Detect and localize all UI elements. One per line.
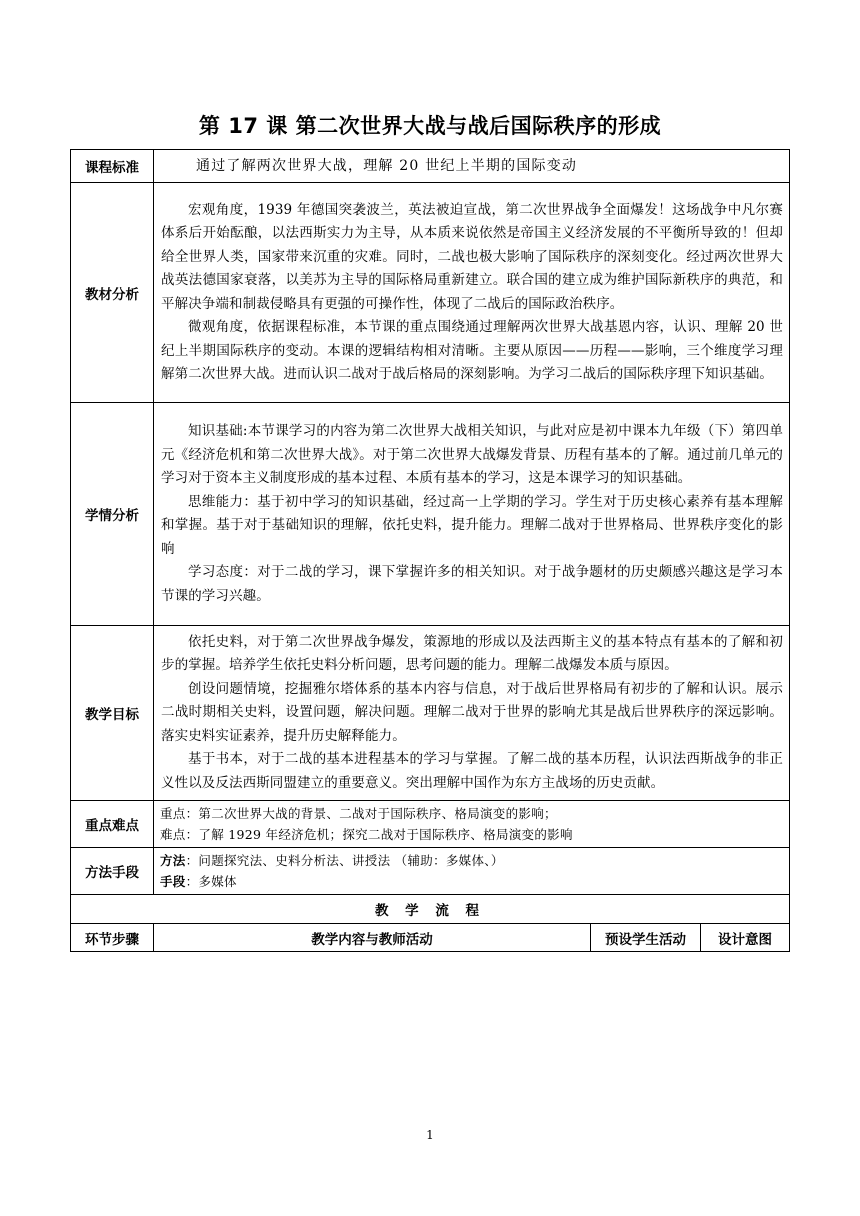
- means-label: 手段: [160, 874, 186, 889]
- material-paragraph: 微观角度，依据课程标准，本节课的重点围绕通过理解两次世界大战基恩内容，认识、理解 20 世纪上半期国际秩序的变动。本课的逻辑结构相对清晰。主要从原因——历程——影响，三个维度学习理解第二次世界大战。进而认识二战对于战后格局的深刻影响。为学习二战后的国际秩序理下知识基础。: [161, 319, 783, 382]
- header-content: 教学内容与教师活动: [154, 924, 591, 952]
- goals-paragraph: 基于书本，对于二战的基本进程基本的学习与掌握。了解二战的基本历程，认识法西斯战争的非正义性以及反法西斯同盟建立的重要意义。突出理解中国作为东方主战场的历史贡献。: [161, 751, 783, 791]
- label-material: 教材分析: [71, 183, 154, 403]
- method-text: ：问题探究法、史料分析法、讲授法 （辅助：多媒体、）: [185, 853, 504, 868]
- flow-heading: 教 学 流 程: [71, 895, 790, 924]
- label-goals: 教学目标: [71, 626, 154, 801]
- means-line: [160, 871, 783, 892]
- method-label: 方法: [160, 853, 186, 868]
- row-standard: [71, 150, 790, 183]
- students-paragraph: 思维能力：基于初中学习的知识基础，经过高一上学期的学习。学生对于历史核心素养有基本理解和掌握。基于对于基础知识的理解，依托史料，提升能力。理解二战对于世界格局、世界秩序变化的影响: [161, 493, 783, 557]
- students-paragraph: 知识基础:本节课学习的内容为第二次世界大战相关知识，与此对应是初中课本九年级（下）第四单元《经济危机和第二次世界大战》。对于第二次世界大战爆发背景、历程有基本的了解。通过前几单元的学习对于资本主义制度形成的基本过程、本质有基本的学习，这是本课学习的知识基础。: [161, 423, 783, 486]
- students-paragraph: 学习态度：对于二战的学习，课下掌握许多的相关知识。对于战争题材的历史颇感兴趣这是学习本节课的学习兴趣。: [161, 564, 783, 604]
- lesson-plan-table: [70, 149, 790, 952]
- students-content: [154, 403, 790, 626]
- row-column-headers: [71, 924, 790, 952]
- means-text: ：多媒体: [185, 874, 237, 889]
- label-methods: 方法手段: [71, 848, 154, 895]
- difficulty-line: 难点：了解 1929 年经济危机；探究二战对于国际秩序、格局演变的影响: [160, 827, 573, 842]
- page-title: 第 17 课 第二次世界大战与战后国际秩序的形成: [198, 114, 662, 138]
- label-standard: 课程标准: [71, 150, 154, 183]
- material-content: [154, 183, 790, 403]
- goals-content: [154, 626, 790, 801]
- label-keypoints: 重点难点: [71, 801, 154, 848]
- row-material: [71, 183, 790, 403]
- label-students: 学情分析: [71, 403, 154, 626]
- header-design-intent: 设计意图: [701, 924, 790, 952]
- keypoints-content: [154, 801, 790, 848]
- header-student-activity: 预设学生活动: [591, 924, 701, 952]
- keypoint-line: 重点：第二次世界大战的背景、二战对于国际秩序、格局演变的影响；: [160, 806, 557, 821]
- row-keypoints: [71, 801, 790, 848]
- page-number: 1: [426, 1128, 434, 1142]
- method-line: [160, 850, 783, 871]
- goals-paragraph: 依托史料，对于第二次世界战争爆发，策源地的形成以及法西斯主义的基本特点有基本的了解和初步的掌握。培养学生依托史料分析问题，思考问题的能力。理解二战爆发本质与原因。: [161, 633, 783, 674]
- standard-text: 通过了解两次世界大战，理解 20 世纪上半期的国际变动: [154, 150, 790, 183]
- row-flow: [71, 895, 790, 924]
- row-students: [71, 403, 790, 626]
- row-methods: [71, 848, 790, 895]
- row-goals: [71, 626, 790, 801]
- goals-paragraph: 创设问题情境，挖掘雅尔塔体系的基本内容与信息，对于战后世界格局有初步的了解和认识。展示二战时期相关史料，设置问题，解决问题。理解二战对于世界的影响尤其是战后世界秩序的深远影响。落实史料实证素养，提升历史解释能力。: [161, 680, 783, 744]
- header-steps: 环节步骤: [71, 924, 154, 952]
- methods-content: [154, 848, 790, 895]
- material-paragraph: 宏观角度，1939 年德国突袭波兰，英法被迫宣战，第二次世界战争全面爆发！这场战争中凡尔赛体系后开始酝酿，以法西斯实力为主导，从本质来说依然是帝国主义经济发展的不平衡所导致的！但却给全世界人类，国家带来沉重的灾难。同时，二战也极大影响了国际秩序的深刻变化。经过两次世界大战英法德国家衰落，以美苏为主导的国际格局重新建立。联合国的建立成为维护国际新秩序的典范，和平解决争端和制裁侵略具有更强的可操作性，体现了二战后的国际政治秩序。: [161, 201, 783, 312]
